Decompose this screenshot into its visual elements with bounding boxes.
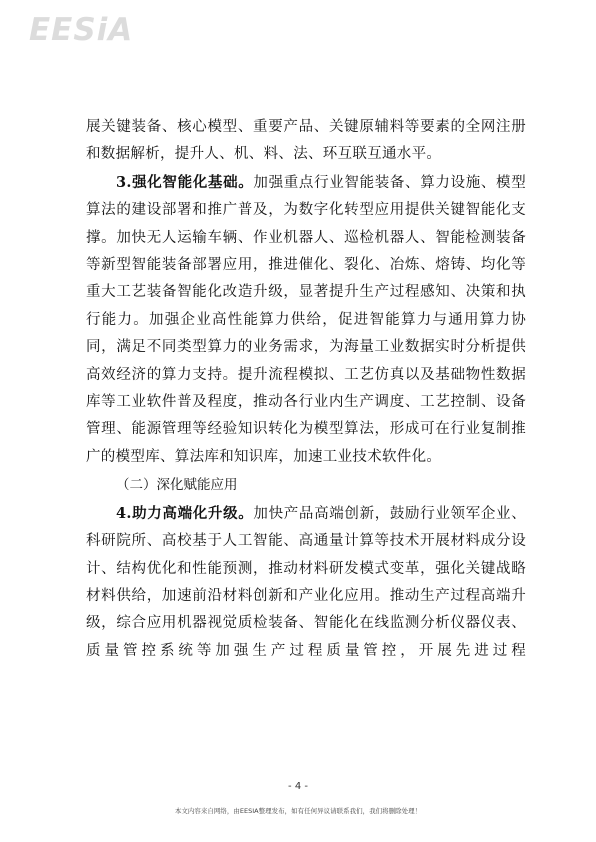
- paragraph-continued: 展关键装备、核心模型、重要产品、关键原辅料等要素的全网注册和数据解析，提升人、机、料、法、环互联互通水平。: [86, 119, 526, 163]
- eesia-logo: EESiA: [29, 12, 134, 48]
- page-number: - 4 -: [288, 781, 308, 792]
- footer-disclaimer: 本文内容来自网络，由EESIA整理发布，如有任何异议请联系我们，我们将删除处理！: [174, 807, 422, 815]
- item-4-heading: 4.助力高端化升级。: [116, 504, 254, 522]
- item-3-text: 加强重点行业智能装备、算力设施、模型算法的建设部署和推广普及，为数字化转型应用提供关键智能化支撑。加快无人运输车辆、作业机器人、巡检机器人、智能检测装备等新型智能装备部署应用，推进催化、裂化、冶炼、熔铸、均化等重大工艺装备智能化改造升级，显著提升生产过程感知、决策和执行能力。加强企业高性能算力供给，促进智能算力与通用算力协同，满足不同类型算力的业务需求，为海量工业数据实时分析提供高效经济的算力支持。提升流程模拟、工艺仿真以及基础物性数据库等工业软件普及程度，推动各行业内生产调度、工艺控制、设备管理、能源管理等经验知识转化为模型算法，形成可在行业复制推广的模型库、算法库和知识库，加速工业技术软件化。: [86, 174, 527, 465]
- item-4-text: 加快产品高端创新，鼓励行业领军企业、科研院所、高校基于人工智能、高通量计算等技术开展材料成分设计、结构优化和性能预测，推动材料研发模式变革，强化关键战略材料供给，加速前沿材料创新和产业化应用。推动生产过程高端升级，综合应用机器视觉质检装备、智能化在线监测分析仪器仪表、质量管控系统等加强生产过程质量管控，开展先进过程: [86, 505, 527, 659]
- paragraph-item-3: [86, 169, 526, 471]
- paragraph-item-4: [86, 500, 526, 665]
- item-3-heading: 3.强化智能化基础。: [116, 173, 254, 191]
- section-heading: （二）深化赋能应用: [116, 477, 238, 494]
- document-body: [86, 114, 526, 665]
